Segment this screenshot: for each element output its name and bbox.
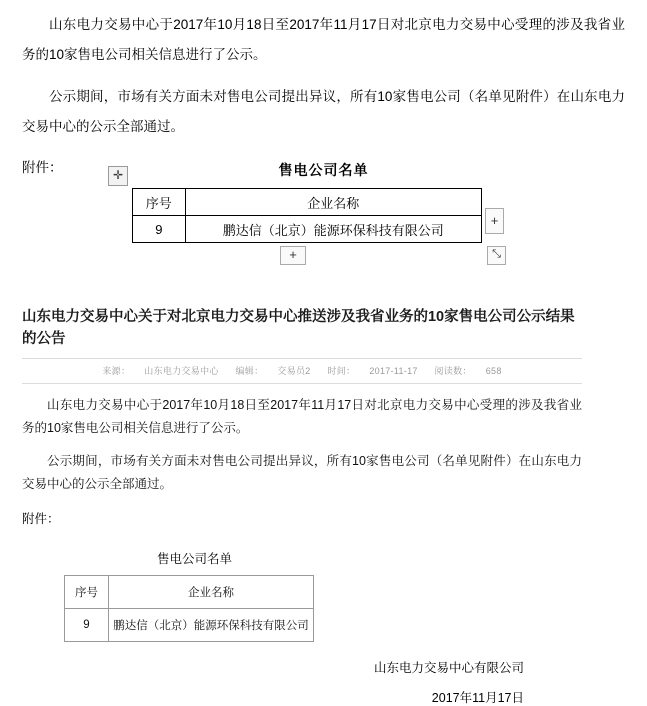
article-header-cell-index: 序号 bbox=[65, 576, 109, 609]
table-cell-index[interactable]: 9 bbox=[133, 216, 186, 243]
table-cell-company[interactable]: 鹏达信（北京）能源环保科技有限公司 bbox=[185, 216, 481, 243]
article-cell-index: 9 bbox=[65, 609, 109, 642]
table-header-cell-company: 企业名称 bbox=[185, 189, 481, 216]
table-row[interactable] bbox=[133, 216, 482, 243]
meta-editor-label: 编辑： bbox=[235, 366, 264, 376]
table-add-column-button[interactable]: + bbox=[485, 208, 504, 234]
article-table-title: 售电公司名单 bbox=[157, 552, 233, 566]
meta-time-label: 时间： bbox=[327, 366, 356, 376]
article-table-header-row bbox=[65, 576, 314, 609]
article-meta-bar bbox=[22, 358, 582, 384]
meta-editor-value: 交易员2 bbox=[277, 366, 311, 376]
article-table bbox=[64, 575, 314, 642]
article-paragraph-2: 公示期间，市场有关方面未对售电公司提出异议，所有10家售电公司（名单见附件）在山东电力交易中心的公示全部通过。 bbox=[22, 454, 582, 491]
editor-attachment-label: 附件： bbox=[22, 160, 63, 175]
meta-source-value: 山东电力交易中心 bbox=[144, 366, 219, 376]
document-editor-area[interactable] bbox=[0, 0, 647, 262]
article-signature: 山东电力交易中心有限公司 bbox=[373, 661, 524, 675]
article-preview bbox=[22, 300, 582, 706]
article-table-row bbox=[65, 609, 314, 642]
article-date: 2017年11月17日 bbox=[431, 691, 524, 705]
table-header-cell-index: 序号 bbox=[133, 189, 186, 216]
meta-views-label: 阅读数： bbox=[434, 366, 472, 376]
editor-table-title: 售电公司名单 bbox=[278, 162, 369, 178]
table-move-handle-icon[interactable]: ✛ bbox=[108, 166, 128, 186]
meta-views-value: 658 bbox=[485, 366, 502, 376]
article-paragraph-1: 山东电力交易中心于2017年10月18日至2017年11月17日对北京电力交易中心受理的涉及我省业务的10家售电公司相关信息进行了公示。 bbox=[22, 398, 582, 435]
editor-paragraph-2: 公示期间，市场有关方面未对售电公司提出异议，所有10家售电公司（名单见附件）在山东电力交易中心的公示全部通过。 bbox=[22, 89, 625, 134]
article-header-cell-company: 企业名称 bbox=[109, 576, 314, 609]
table-add-row-button[interactable]: + bbox=[280, 246, 306, 265]
meta-source-label: 来源： bbox=[102, 366, 131, 376]
article-title: 山东电力交易中心关于对北京电力交易中心推送涉及我省业务的10家售电公司公示结果的公告 bbox=[22, 309, 575, 347]
article-cell-company: 鹏达信（北京）能源环保科技有限公司 bbox=[109, 609, 314, 642]
editor-table[interactable] bbox=[132, 188, 482, 243]
meta-time-value: 2017-11-17 bbox=[369, 366, 418, 376]
table-header-row bbox=[133, 189, 482, 216]
article-attachment-label: 附件： bbox=[22, 512, 60, 526]
table-resize-handle-icon[interactable]: ⤡ bbox=[487, 246, 506, 265]
editor-paragraph-1: 山东电力交易中心于2017年10月18日至2017年11月17日对北京电力交易中心受理的涉及我省业务的10家售电公司相关信息进行了公示。 bbox=[22, 17, 625, 62]
